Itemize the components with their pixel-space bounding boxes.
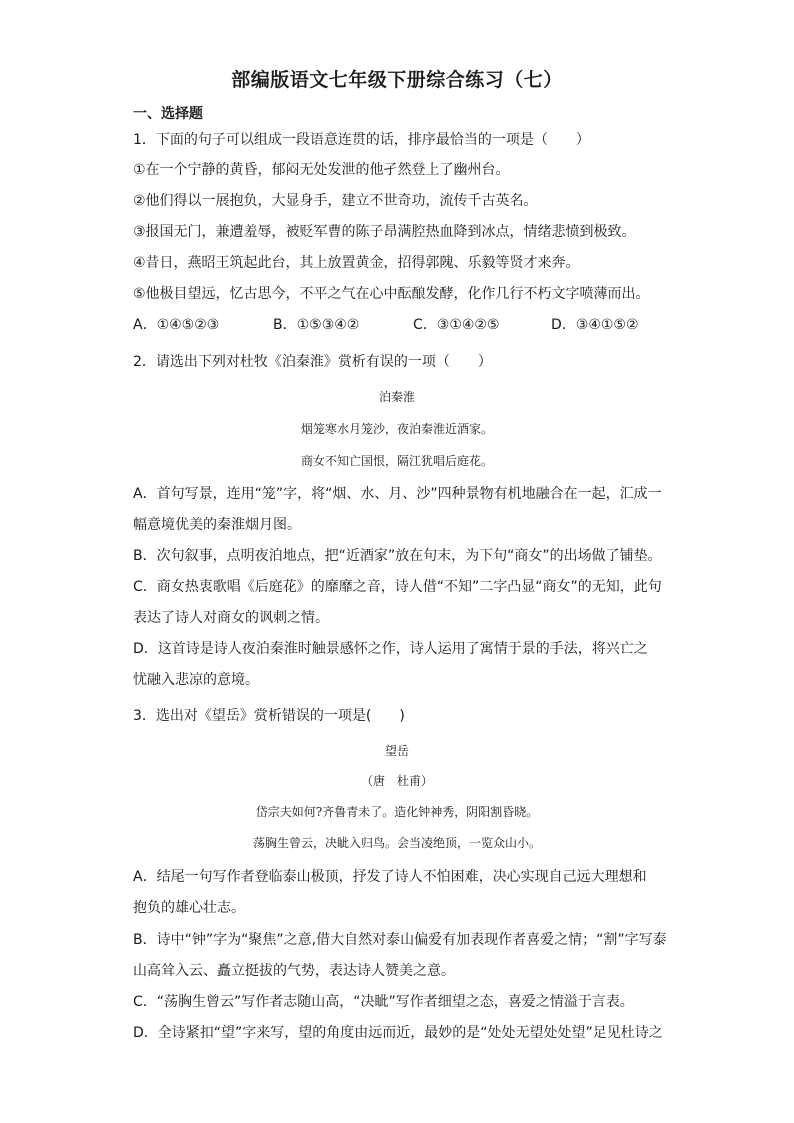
q3-option-a-line-2: 抱负的雄心壮志。 [133, 900, 245, 916]
q2-option-d-line-1[interactable]: D．这首诗是诗人夜泊秦淮时触景感怀之作，诗人运用了寓情于景的手法，将兴亡之 [133, 641, 648, 657]
q2-poem-title: 泊秦淮 [378, 390, 415, 404]
q1-sentence-5: ⑤他极目望远，忆古思今，不平之气在心中酝酿发酵，化作几行不朽文字喷薄而出。 [133, 286, 650, 302]
q2-option-c-line-1[interactable]: C．商女热衷歌唱《后庭花》的靡靡之音，诗人借“不知”二字凸显“商女”的无知，此句 [133, 579, 662, 595]
q1-sentence-2: ②他们得以一展抱负，大显身手，建立不世奇功，流传千古英名。 [133, 193, 538, 209]
q2-stem: 2．请选出下列对杜牧《泊秦淮》赏析有误的一项（ ） [133, 354, 492, 370]
q2-option-c-line-2: 表达了诗人对商女的讽刺之情。 [133, 610, 329, 626]
q2-poem-line-1: 烟笼寒水月笼沙，夜泊秦淮近酒家。 [300, 422, 493, 436]
q1-option-a[interactable]: A．①④⑤②③ [133, 317, 220, 333]
q1-options [133, 315, 639, 335]
q3-option-b-line-2: 山高耸入云、矗立挺拔的气势，表达诗人赞美之意。 [133, 963, 455, 979]
q1-option-c[interactable]: C．③①④②⑤ [413, 317, 500, 333]
q3-option-b-line-1[interactable]: B．诗中“钟”字为“聚焦”之意,借大自然对泰山偏爱有加表现作者喜爱之情；“割”字写泰 [133, 932, 667, 948]
q1-option-d[interactable]: D．③④①⑤② [551, 317, 639, 333]
q2-option-d-line-2: 忧融入悲凉的意境。 [133, 672, 259, 688]
q3-option-a-line-1[interactable]: A．结尾一句写作者登临泰山极顶，抒发了诗人不怕困难，决心实现自己远大理想和 [133, 869, 647, 885]
q2-option-a-line-1[interactable]: A．首句写景，连用“笼”字，将“烟、水、月、沙”四种景物有机地融合在一起，汇成一 [133, 486, 662, 502]
q3-poem-line-1: 岱宗夫如何?齐鲁青未了。造化钟神秀，阴阳割昏晓。 [255, 805, 539, 819]
q1-option-b[interactable]: B．①⑤③④② [273, 317, 360, 333]
section-heading: 一、选择题 [133, 106, 203, 122]
q3-poem-title: 望岳 [384, 744, 409, 758]
q3-poem-line-2: 荡胸生曾云，决眦入归鸟。会当凌绝顶，一览众山小。 [252, 836, 541, 850]
q1-stem: 1．下面的句子可以组成一段语意连贯的话，排序最恰当的一项是（ ） [133, 132, 590, 148]
q2-option-a-line-2: 幅意境优美的秦淮烟月图。 [133, 517, 301, 533]
q3-poem-author: （唐 杜甫） [360, 774, 433, 788]
page-title: 部编版语文七年级下册综合练习（七） [231, 69, 563, 91]
q3-option-c[interactable]: C．“荡胸生曾云”写作者志随山高，“决眦”写作者细望之态，喜爱之情溢于言表。 [133, 994, 634, 1010]
q2-poem-line-2: 商女不知亡国恨，隔江犹唱后庭花。 [300, 454, 493, 468]
q3-option-d-line-1[interactable]: D．全诗紧扣“望”字来写，望的角度由远而近，最妙的是“处处无望处处望”足见杜诗之 [133, 1025, 663, 1041]
q1-sentence-4: ④昔日，燕昭王筑起此台，其上放置黄金，招得郭隗、乐毅等贤才来奔。 [133, 255, 580, 271]
q1-sentence-3: ③报国无门，兼遭羞辱，被贬军曹的陈子昂满腔热血降到冰点，情绪悲愤到极致。 [133, 224, 636, 240]
q1-sentence-1: ①在一个宁静的黄昏，郁闷无处发泄的他孑然登上了幽州台。 [133, 162, 510, 178]
q3-stem: 3．选出对《望岳》赏析错误的一项是( ) [133, 708, 405, 724]
q2-option-b[interactable]: B．次句叙事，点明夜泊地点，把“近酒家”放在句末，为下句“商女”的出场做了铺垫。 [133, 548, 662, 564]
